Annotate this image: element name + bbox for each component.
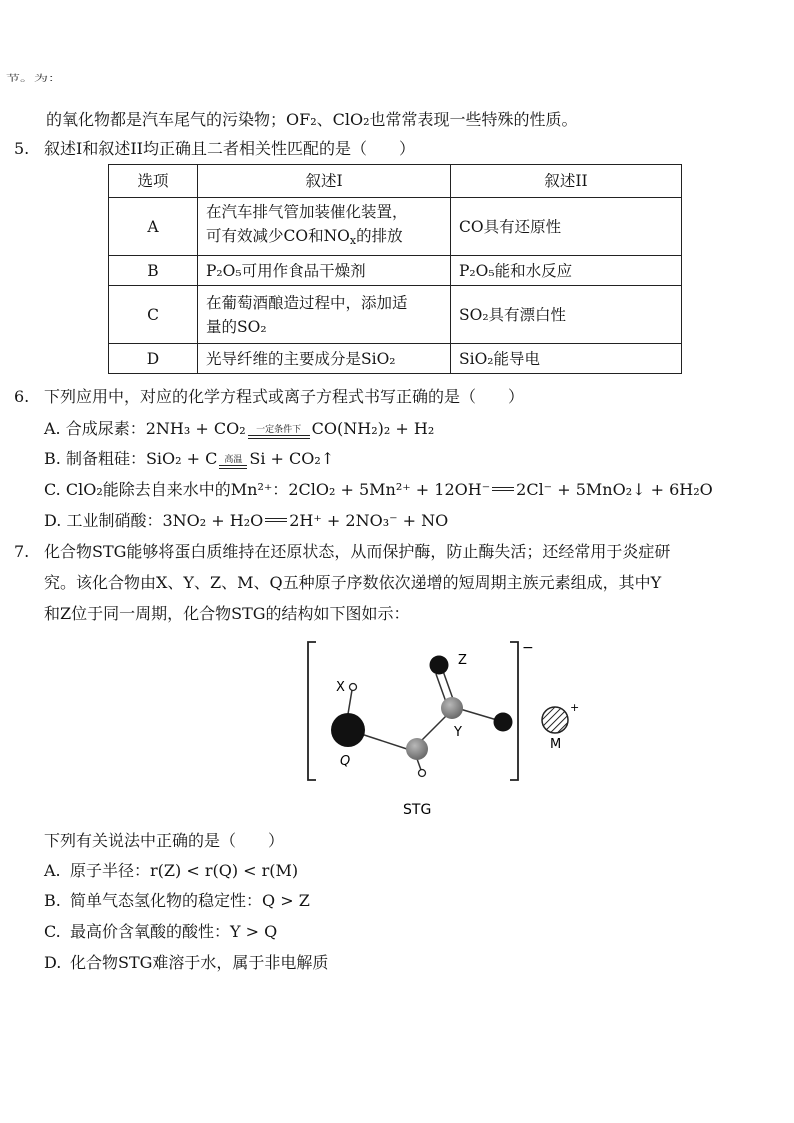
equation-rhs: Si + CO₂↑	[249, 449, 335, 468]
equation-rhs: 2H⁺ + 2NO₃⁻ + NO	[289, 511, 449, 530]
equation-lhs: 2NH₃ + CO₂	[145, 419, 246, 438]
reaction-condition: 一定条件下	[248, 425, 310, 439]
intro-line: 的氧化物都是汽车尾气的污染物；OF₂、ClO₂也常常表现一些特殊的性质。	[46, 110, 578, 129]
equation-rhs: 2Cl⁻ + 5MnO₂↓ + 6H₂O	[516, 480, 713, 499]
y-atom	[441, 697, 463, 719]
option-text: 简单气态氢化物的稳定性：Q > Z	[70, 891, 310, 910]
carbon-atom	[406, 738, 428, 760]
option-prefix: 工业制硝酸：	[66, 511, 163, 530]
question-7-stem-line-2: 究。该化合物由X、Y、Z、M、Q五种原子序数依次递增的短周期主族元素组成，其中Y	[44, 573, 662, 592]
question-number: 6.	[14, 387, 30, 406]
table-row	[109, 256, 682, 286]
stg-structure-figure	[300, 636, 600, 832]
statement-1-cell	[198, 198, 451, 256]
charge-plus-label: +	[570, 701, 580, 714]
header-option: 选项	[109, 165, 198, 198]
option-label: B.	[44, 449, 61, 468]
statement-1-cell: P₂O₅可用作食品干燥剂	[198, 256, 451, 286]
option-prefix: ClO₂能除去自来水中的Mn²⁺：	[65, 480, 289, 499]
table-row	[109, 344, 682, 374]
table-row	[109, 286, 682, 344]
statement-line: 可有效减少CO和$NO_x$的排放	[206, 227, 403, 247]
option-text: 化合物STG难溶于水，属于非电解质	[70, 953, 329, 972]
double-bond-b	[443, 671, 453, 699]
stem-text: 叙述I和叙述II均正确且二者相关性匹配的是（ ）	[44, 139, 415, 158]
option-prefix: 合成尿素：	[65, 419, 146, 438]
reaction-condition: 高温	[219, 455, 247, 469]
header-statement-1: 叙述I	[198, 165, 451, 198]
statement-2-cell: CO具有还原性	[451, 198, 682, 256]
equation-lhs: SiO₂ + C	[145, 449, 218, 468]
z-label: Z	[458, 653, 467, 668]
q6-option-b	[44, 447, 334, 471]
q6-option-c	[44, 478, 713, 502]
z-atom	[430, 656, 449, 675]
q7-question: 下列有关说法中正确的是（ ）	[44, 831, 285, 850]
equation-rhs: CO(NH₂)₂ + H₂	[311, 419, 435, 438]
question-6-stem	[14, 385, 524, 409]
option-label: A.	[44, 419, 61, 438]
y-label: Y	[454, 725, 462, 740]
question-7-stem-line-3: 和Z位于同一周期，化合物STG的结构如下图如示：	[44, 604, 410, 623]
statement-line: 在汽车排气管加装催化装置，	[206, 203, 408, 221]
row-label: C	[109, 286, 198, 344]
right-bracket	[510, 642, 518, 780]
statement-line: 量的SO₂	[206, 317, 267, 336]
q-label: Q	[340, 754, 351, 769]
statement-1-cell: 光导纤维的主要成分是SiO₂	[198, 344, 451, 374]
statement-2-cell: SO₂具有漂白性	[451, 286, 682, 344]
statement-1-cell	[198, 286, 451, 344]
bond-x-q	[348, 690, 352, 714]
m-ion	[542, 707, 568, 733]
bond-y-o	[460, 709, 497, 720]
o-atom	[494, 713, 513, 732]
option-text: 原子半径：r(Z) < r(Q) < r(M)	[70, 861, 299, 880]
q7-option-a	[44, 859, 298, 883]
table-header-row	[109, 165, 682, 198]
row-label: B	[109, 256, 198, 286]
row-label: A	[109, 198, 198, 256]
stem-text: 化合物STG能够将蛋白质维持在还原状态，从而保护酶，防止酶失活；还经常用于炎症研	[44, 542, 671, 561]
header-fragment: 节。为：	[6, 73, 62, 84]
q7-option-d	[44, 951, 328, 975]
stem-text: 下列应用中，对应的化学方程式或离子方程式书写正确的是（ ）	[44, 387, 525, 406]
statement-line: 在葡萄酒酿造过程中，添加适	[206, 293, 408, 312]
double-bond-a	[436, 674, 446, 702]
h-atom	[419, 770, 426, 777]
table-row	[109, 198, 682, 256]
q7-option-b	[44, 889, 310, 913]
equation-lhs: 3NO₂ + H₂O	[162, 511, 264, 530]
question-number: 5.	[14, 139, 30, 158]
q-atom	[331, 713, 365, 747]
option-label: C.	[44, 922, 61, 941]
option-label: D.	[44, 511, 62, 530]
question-7-stem-line-1	[14, 540, 670, 564]
q7-option-c	[44, 920, 277, 944]
option-label: A.	[44, 861, 61, 880]
x-label: X	[336, 680, 345, 695]
charge-minus-label: −	[522, 640, 534, 656]
q5-options-table	[108, 164, 682, 374]
question-number: 7.	[14, 542, 30, 561]
option-label: D.	[44, 953, 62, 972]
option-text: 最高价含氧酸的酸性：Y > Q	[70, 922, 278, 941]
option-label: C.	[44, 480, 61, 499]
option-prefix: 制备粗硅：	[65, 449, 146, 468]
header-statement-2: 叙述II	[451, 165, 682, 198]
equals-sign	[265, 518, 287, 522]
figure-caption: STG	[403, 802, 432, 818]
left-bracket	[308, 642, 316, 780]
x-atom	[350, 684, 357, 691]
q6-option-a	[44, 417, 434, 441]
equals-sign	[492, 487, 514, 491]
row-label: D	[109, 344, 198, 374]
statement-2-cell: SiO₂能导电	[451, 344, 682, 374]
statement-2-cell: P₂O₅能和水反应	[451, 256, 682, 286]
q6-option-d	[44, 509, 448, 533]
option-label: B.	[44, 891, 61, 910]
equation-lhs: 2ClO₂ + 5Mn²⁺ + 12OH⁻	[288, 480, 491, 499]
question-5-stem	[14, 137, 415, 161]
m-label: M	[550, 737, 562, 752]
